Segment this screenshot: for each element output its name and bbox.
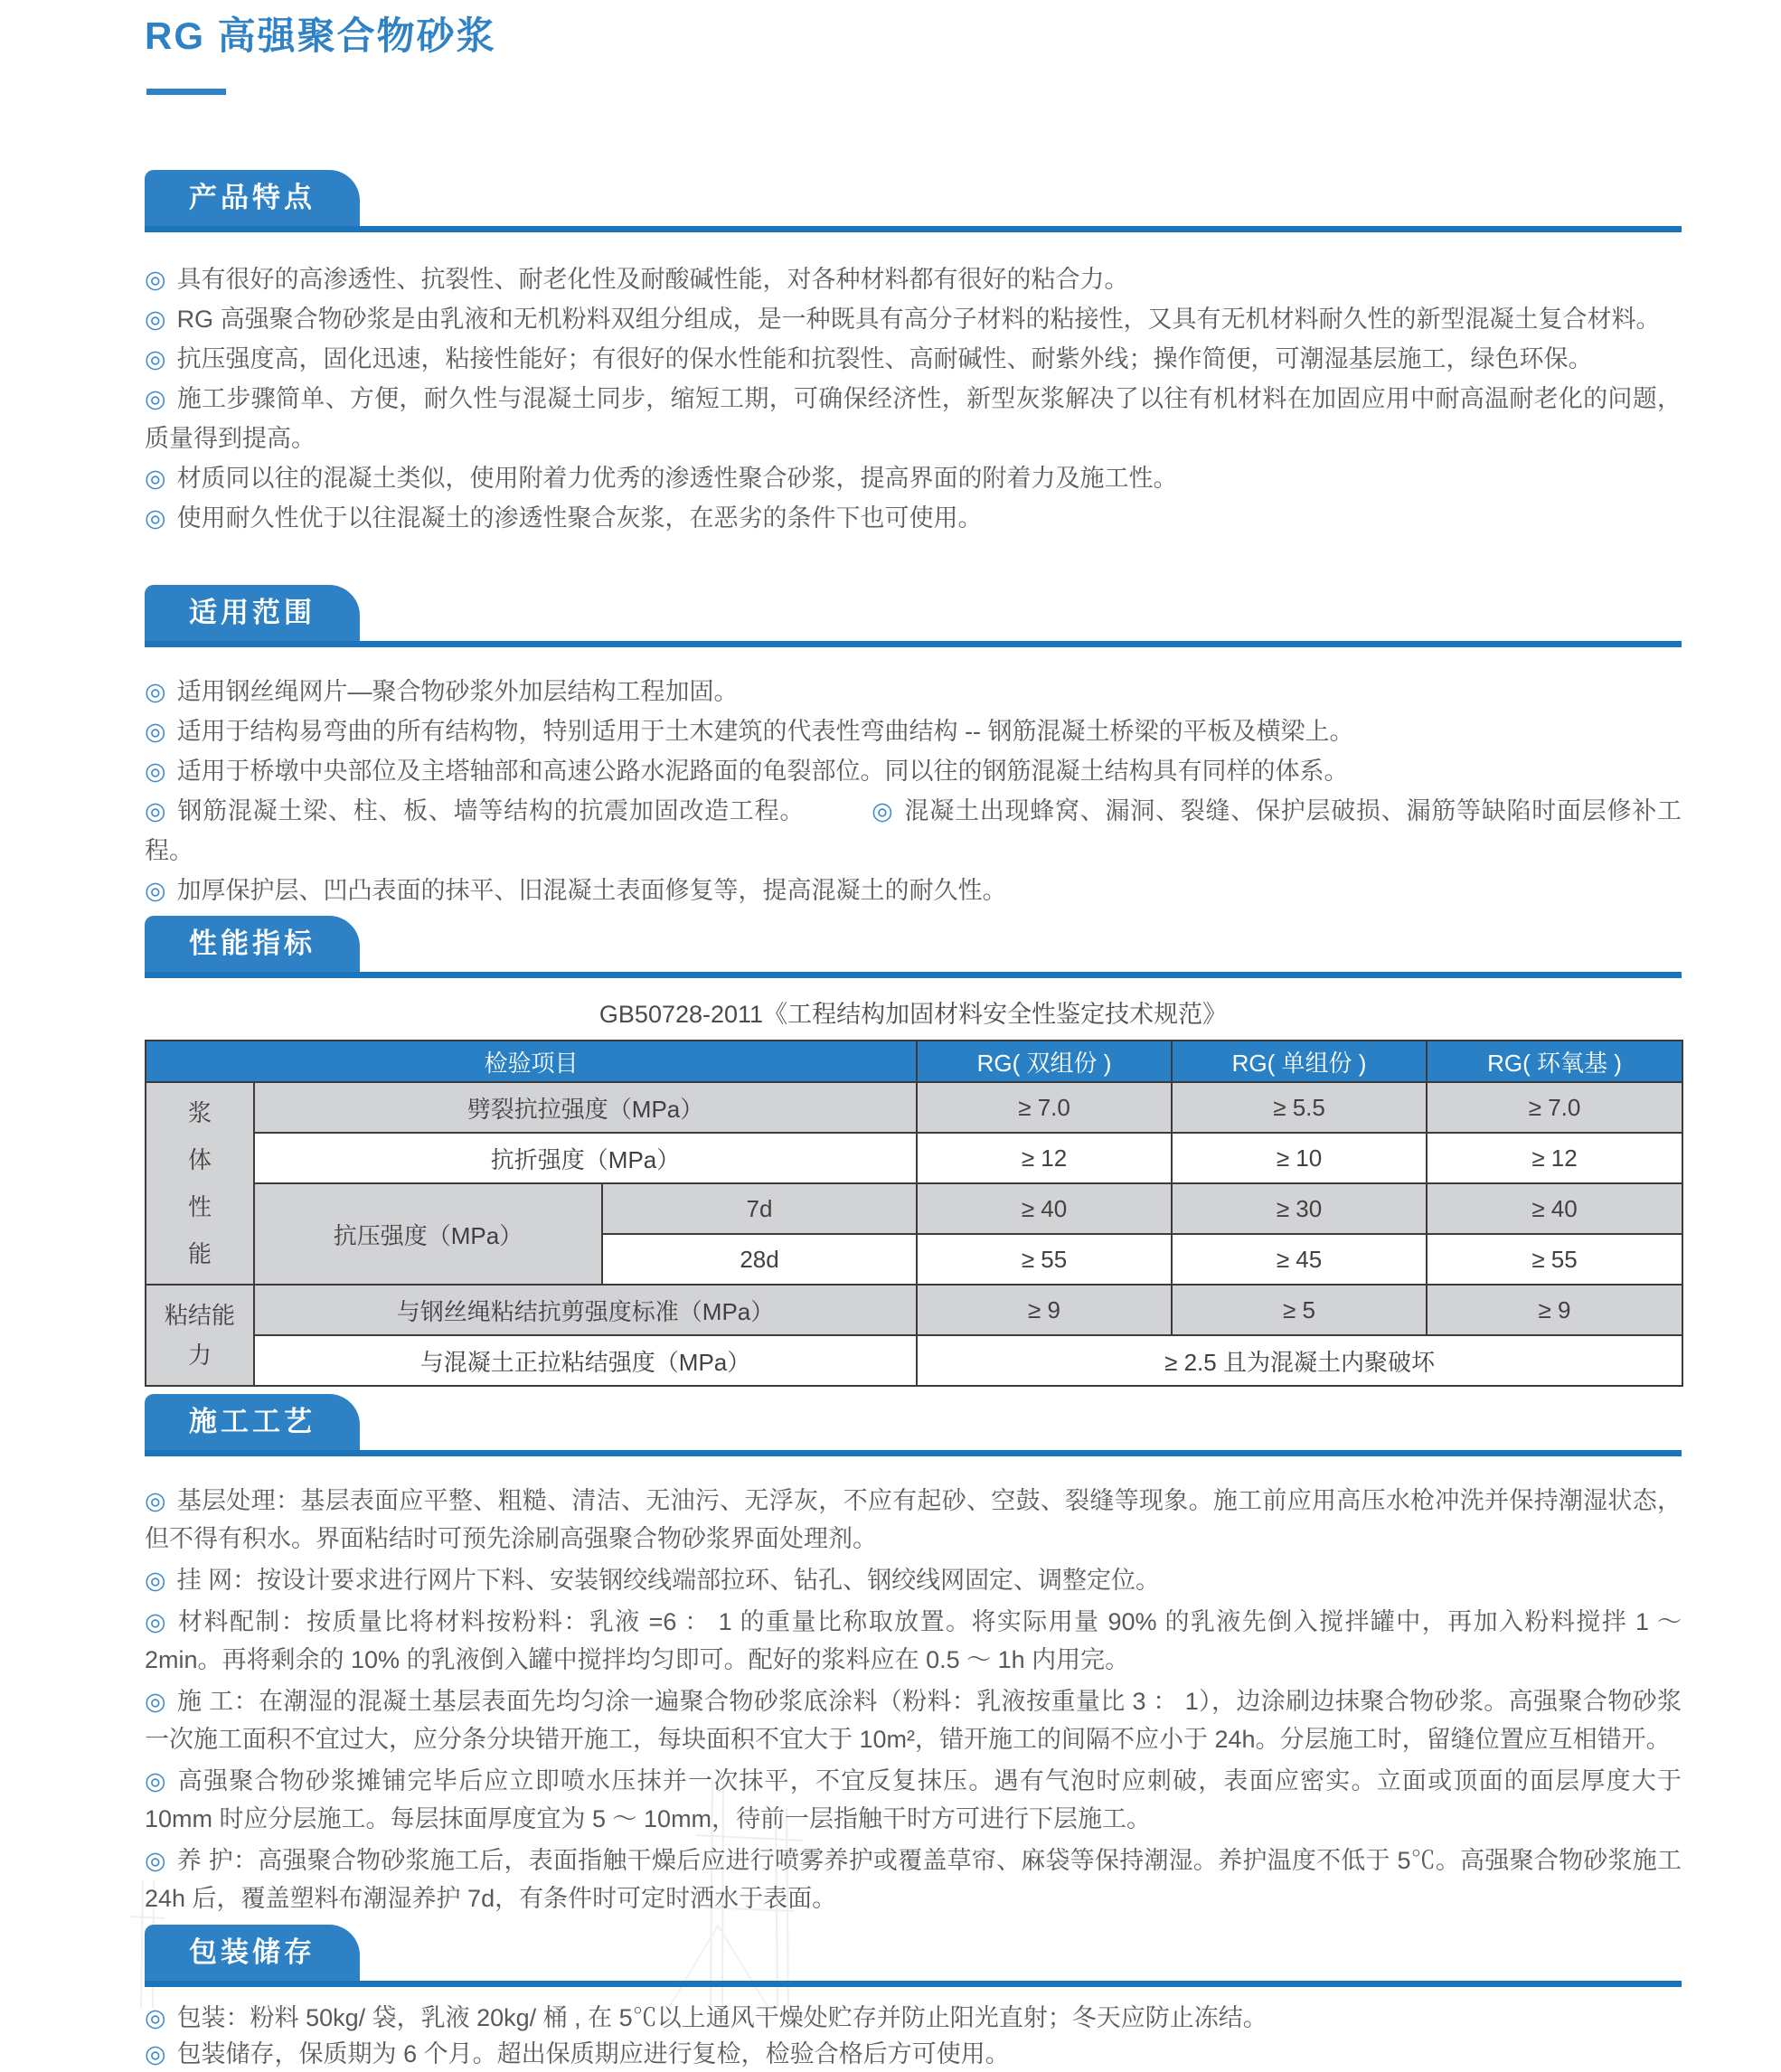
bullet-icon: ◎ xyxy=(145,1567,166,1595)
section-header-performance xyxy=(145,916,1682,978)
table-cell: ≥ 9 xyxy=(1427,1285,1682,1335)
feature-text: 施工步骤简单、方便，耐久性与混凝土同步，缩短工期，可确保经济性，新型灰浆解决了以往有机材料在加固应用中耐高温耐老化的问题，质量得到提高。 xyxy=(145,385,1682,453)
table-cell: ≥ 5.5 xyxy=(1172,1082,1427,1133)
section-tab-performance: 性能指标 xyxy=(145,916,360,972)
column-header: 检验项目 xyxy=(146,1041,917,1082)
section-rule-packaging xyxy=(145,1981,1682,1987)
scope-text: 钢筋混凝土梁、柱、板、墙等结构的抗震加固改造工程。 xyxy=(177,797,806,825)
list-item-double xyxy=(145,791,1682,871)
packaging-text: 包装储存，保质期为 6 个月。超出保质期应进行复检，检验合格后方可使用。 xyxy=(176,2040,1010,2068)
list-item xyxy=(145,1682,1682,1758)
table-cell-span: ≥ 2.5 且为混凝土内聚破坏 xyxy=(917,1335,1682,1386)
page-title: RG 高强聚合物砂浆 xyxy=(145,14,496,57)
section-header-process xyxy=(145,1394,1682,1456)
feature-text: 具有很好的高渗透性、抗裂性、耐老化性及耐酸碱性能，对各种材料都有很好的粘合力。 xyxy=(176,266,1129,294)
section-tab-features: 产品特点 xyxy=(145,170,360,226)
table-row xyxy=(146,1285,1682,1335)
list-item xyxy=(145,379,1682,458)
bullet-icon: ◎ xyxy=(145,797,167,825)
list-item xyxy=(145,672,1682,711)
process-text: 材料配制：按质量比将材料按粉料：乳液 =6 ： 1 的重量比称取放置。将实际用量 90% 的乳液先倒入搅拌罐中，再加入粉料搅拌 1 ～ 2min。再将剩余的 10% 的乳液倒入罐中搅拌均匀即可。配好的浆料应在 0.5 ～ 1h 内用完。 xyxy=(145,1608,1682,1674)
bullet-icon: ◎ xyxy=(145,1487,166,1515)
bullet-icon: ◎ xyxy=(145,678,166,706)
process-text: 施 工：在潮湿的混凝土基层表面先均匀涂一遍聚合物砂浆底涂料（粉料：乳液按重量比 3 ： 1），边涂刷边抹聚合物砂浆。高强聚合物砂浆一次施工面积不宜过大，应分条分块错开施工，每块面积不宜大于 10m²，错开施工的间隔不应小于 24h。分层施工时，留缝位置应互相错开。 xyxy=(145,1688,1682,1754)
bullet-icon: ◎ xyxy=(145,1847,166,1875)
bullet-icon: ◎ xyxy=(145,718,166,746)
scope-text: 加厚保护层、凹凸表面的抹平、旧混凝土表面修复等，提高混凝土的耐久性。 xyxy=(176,877,1007,905)
row-group-label xyxy=(146,1082,254,1285)
section-tab-scope: 适用范围 xyxy=(145,585,360,641)
section-header-scope xyxy=(145,585,1682,647)
feature-text: 抗压强度高，固化迅速，粘接性能好；有很好的保水性能和抗裂性、高耐碱性、耐紫外线；操作简便，可潮湿基层施工，绿色环保。 xyxy=(176,345,1593,373)
column-header: RG( 环氧基 ) xyxy=(1427,1041,1682,1082)
bullet-icon: ◎ xyxy=(872,797,894,825)
list-item xyxy=(145,2036,1682,2072)
bullet-icon: ◎ xyxy=(145,2040,166,2068)
table-row xyxy=(146,1133,1682,1183)
scope-text: 适用于结构易弯曲的所有结构物，特别适用于土木建筑的代表性弯曲结构 -- 钢筋混凝土桥梁的平板及横梁上。 xyxy=(176,718,1354,746)
table-cell: ≥ 40 xyxy=(1427,1183,1682,1234)
section-tab-packaging: 包装储存 xyxy=(145,1925,360,1981)
list-item xyxy=(145,458,1682,498)
list-item xyxy=(145,2000,1682,2036)
table-cell: 抗折强度（MPa） xyxy=(254,1133,917,1183)
bullet-icon: ◎ xyxy=(145,266,166,294)
bullet-icon: ◎ xyxy=(145,385,166,413)
list-item xyxy=(145,299,1682,339)
table-cell: ≥ 30 xyxy=(1172,1183,1427,1234)
table-cell: ≥ 7.0 xyxy=(917,1082,1172,1133)
process-text: 挂 网：按设计要求进行网片下料、安装钢绞线端部拉环、钻孔、钢绞线网固定、调整定位。 xyxy=(176,1567,1161,1595)
row-group-label xyxy=(146,1285,254,1386)
list-item xyxy=(145,1603,1682,1679)
scope-text: 适用钢丝绳网片—聚合物砂浆外加层结构工程加固。 xyxy=(176,678,739,706)
group-label-text: 浆体性能 xyxy=(187,1099,212,1268)
table-cell: ≥ 7.0 xyxy=(1427,1082,1682,1133)
table-row xyxy=(146,1082,1682,1133)
table-row xyxy=(146,1335,1682,1386)
features-list xyxy=(145,259,1682,538)
bullet-icon: ◎ xyxy=(145,1688,166,1716)
table-cell: ≥ 10 xyxy=(1172,1133,1427,1183)
table-cell: 抗压强度（MPa） xyxy=(254,1183,602,1285)
table-cell: ≥ 55 xyxy=(917,1234,1172,1285)
table-cell: 与混凝土正拉粘结强度（MPa） xyxy=(254,1335,917,1386)
section-header-packaging xyxy=(145,1925,1682,1987)
column-header: RG( 单组份 ) xyxy=(1172,1041,1427,1082)
title-underline xyxy=(146,89,226,95)
process-list xyxy=(145,1482,1682,1917)
section-tab-process: 施工工艺 xyxy=(145,1394,360,1450)
list-item xyxy=(145,1762,1682,1838)
table-cell: ≥ 40 xyxy=(917,1183,1172,1234)
bullet-icon: ◎ xyxy=(145,758,166,786)
bullet-icon: ◎ xyxy=(145,1767,167,1795)
scope-list xyxy=(145,672,1682,910)
bullet-icon: ◎ xyxy=(145,1608,167,1636)
section-features xyxy=(145,170,1682,538)
feature-text: 材质同以往的混凝土类似，使用附着力优秀的渗透性聚合砂浆，提高界面的附着力及施工性。 xyxy=(176,465,1178,493)
section-header-features xyxy=(145,170,1682,232)
section-performance xyxy=(145,916,1682,1387)
section-rule-process xyxy=(145,1450,1682,1456)
feature-text: 使用耐久性优于以往混凝土的渗透性聚合灰浆，在恶劣的条件下也可使用。 xyxy=(176,504,983,532)
section-rule-performance xyxy=(145,972,1682,978)
packaging-list xyxy=(145,2000,1682,2072)
list-item xyxy=(145,259,1682,299)
performance-table xyxy=(145,1040,1683,1387)
table-cell: ≥ 5 xyxy=(1172,1285,1427,1335)
bullet-icon: ◎ xyxy=(145,306,166,334)
table-cell: 与钢丝绳粘结抗剪强度标准（MPa） xyxy=(254,1285,917,1335)
bullet-icon: ◎ xyxy=(145,2004,166,2032)
bullet-icon: ◎ xyxy=(145,465,166,493)
process-text: 高强聚合物砂浆摊铺完毕后应立即喷水压抹并一次抹平，不宜反复抹压。遇有气泡时应刺破，表面应密实。立面或顶面的面层厚度大于 10mm 时应分层施工。每层抹面厚度宜为 5 ～ 10mm，待前一层指触干时方可进行下层施工。 xyxy=(145,1767,1682,1833)
list-item xyxy=(145,711,1682,751)
list-item xyxy=(145,871,1682,910)
table-cell: ≥ 45 xyxy=(1172,1234,1427,1285)
section-packaging xyxy=(145,1925,1682,2072)
bullet-icon: ◎ xyxy=(145,877,166,905)
table-cell: 劈裂抗拉强度（MPa） xyxy=(254,1082,917,1133)
bullet-icon: ◎ xyxy=(145,345,166,373)
section-scope xyxy=(145,585,1682,910)
section-rule-scope xyxy=(145,641,1682,647)
table-row xyxy=(146,1183,1682,1234)
scope-text: 混凝土出现蜂窝、漏洞、裂缝、保护层破损、漏筋等缺陷时面层修补工程。 xyxy=(145,797,1682,865)
list-item xyxy=(145,339,1682,379)
process-text: 基层处理：基层表面应平整、粗糙、清洁、无油污、无浮灰，不应有起砂、空鼓、裂缝等现象。施工前应用高压水枪冲洗并保持潮湿状态，但不得有积水。界面粘结时可预先涂刷高强聚合物砂浆界面处理剂。 xyxy=(145,1487,1682,1553)
table-cell: ≥ 12 xyxy=(917,1133,1172,1183)
packaging-text: 包装：粉料 50kg/ 袋，乳液 20kg/ 桶 , 在 5℃以上通风干燥处贮存并防止阳光直射；冬天应防止冻结。 xyxy=(176,2004,1267,2032)
table-header-row xyxy=(146,1041,1682,1082)
section-rule-features xyxy=(145,226,1682,232)
table-cell: 28d xyxy=(602,1234,917,1285)
list-item xyxy=(145,1841,1682,1917)
feature-text: RG 高强聚合物砂浆是由乳液和无机粉料双组分组成，是一种既具有高分子材料的粘接性，又具有无机材料耐久性的新型混凝土复合材料。 xyxy=(176,306,1661,334)
table-cell: ≥ 12 xyxy=(1427,1133,1682,1183)
table-cell: ≥ 55 xyxy=(1427,1234,1682,1285)
list-item xyxy=(145,1482,1682,1558)
table-caption: GB50728-2011《工程结构加固材料安全性鉴定技术规范》 xyxy=(598,1001,1228,1029)
group-label-text: 粘结能力 xyxy=(164,1302,235,1370)
column-header: RG( 双组份 ) xyxy=(917,1041,1172,1082)
list-item xyxy=(145,1561,1682,1599)
section-process xyxy=(145,1394,1682,1917)
scope-text: 适用于桥墩中央部位及主塔轴部和高速公路水泥路面的龟裂部位。同以往的钢筋混凝土结构具有同样的体系。 xyxy=(176,758,1349,786)
table-cell: 7d xyxy=(602,1183,917,1234)
list-item xyxy=(145,751,1682,791)
list-item xyxy=(145,498,1682,538)
bullet-icon: ◎ xyxy=(145,504,166,532)
process-text: 养 护：高强聚合物砂浆施工后，表面指触干燥后应进行喷雾养护或覆盖草帘、麻袋等保持潮湿。养护温度不低于 5℃。高强聚合物砂浆施工 24h 后，覆盖塑料布潮湿养护 7d，有条件时可定时洒水于表面。 xyxy=(145,1847,1682,1913)
table-cell: ≥ 9 xyxy=(917,1285,1172,1335)
